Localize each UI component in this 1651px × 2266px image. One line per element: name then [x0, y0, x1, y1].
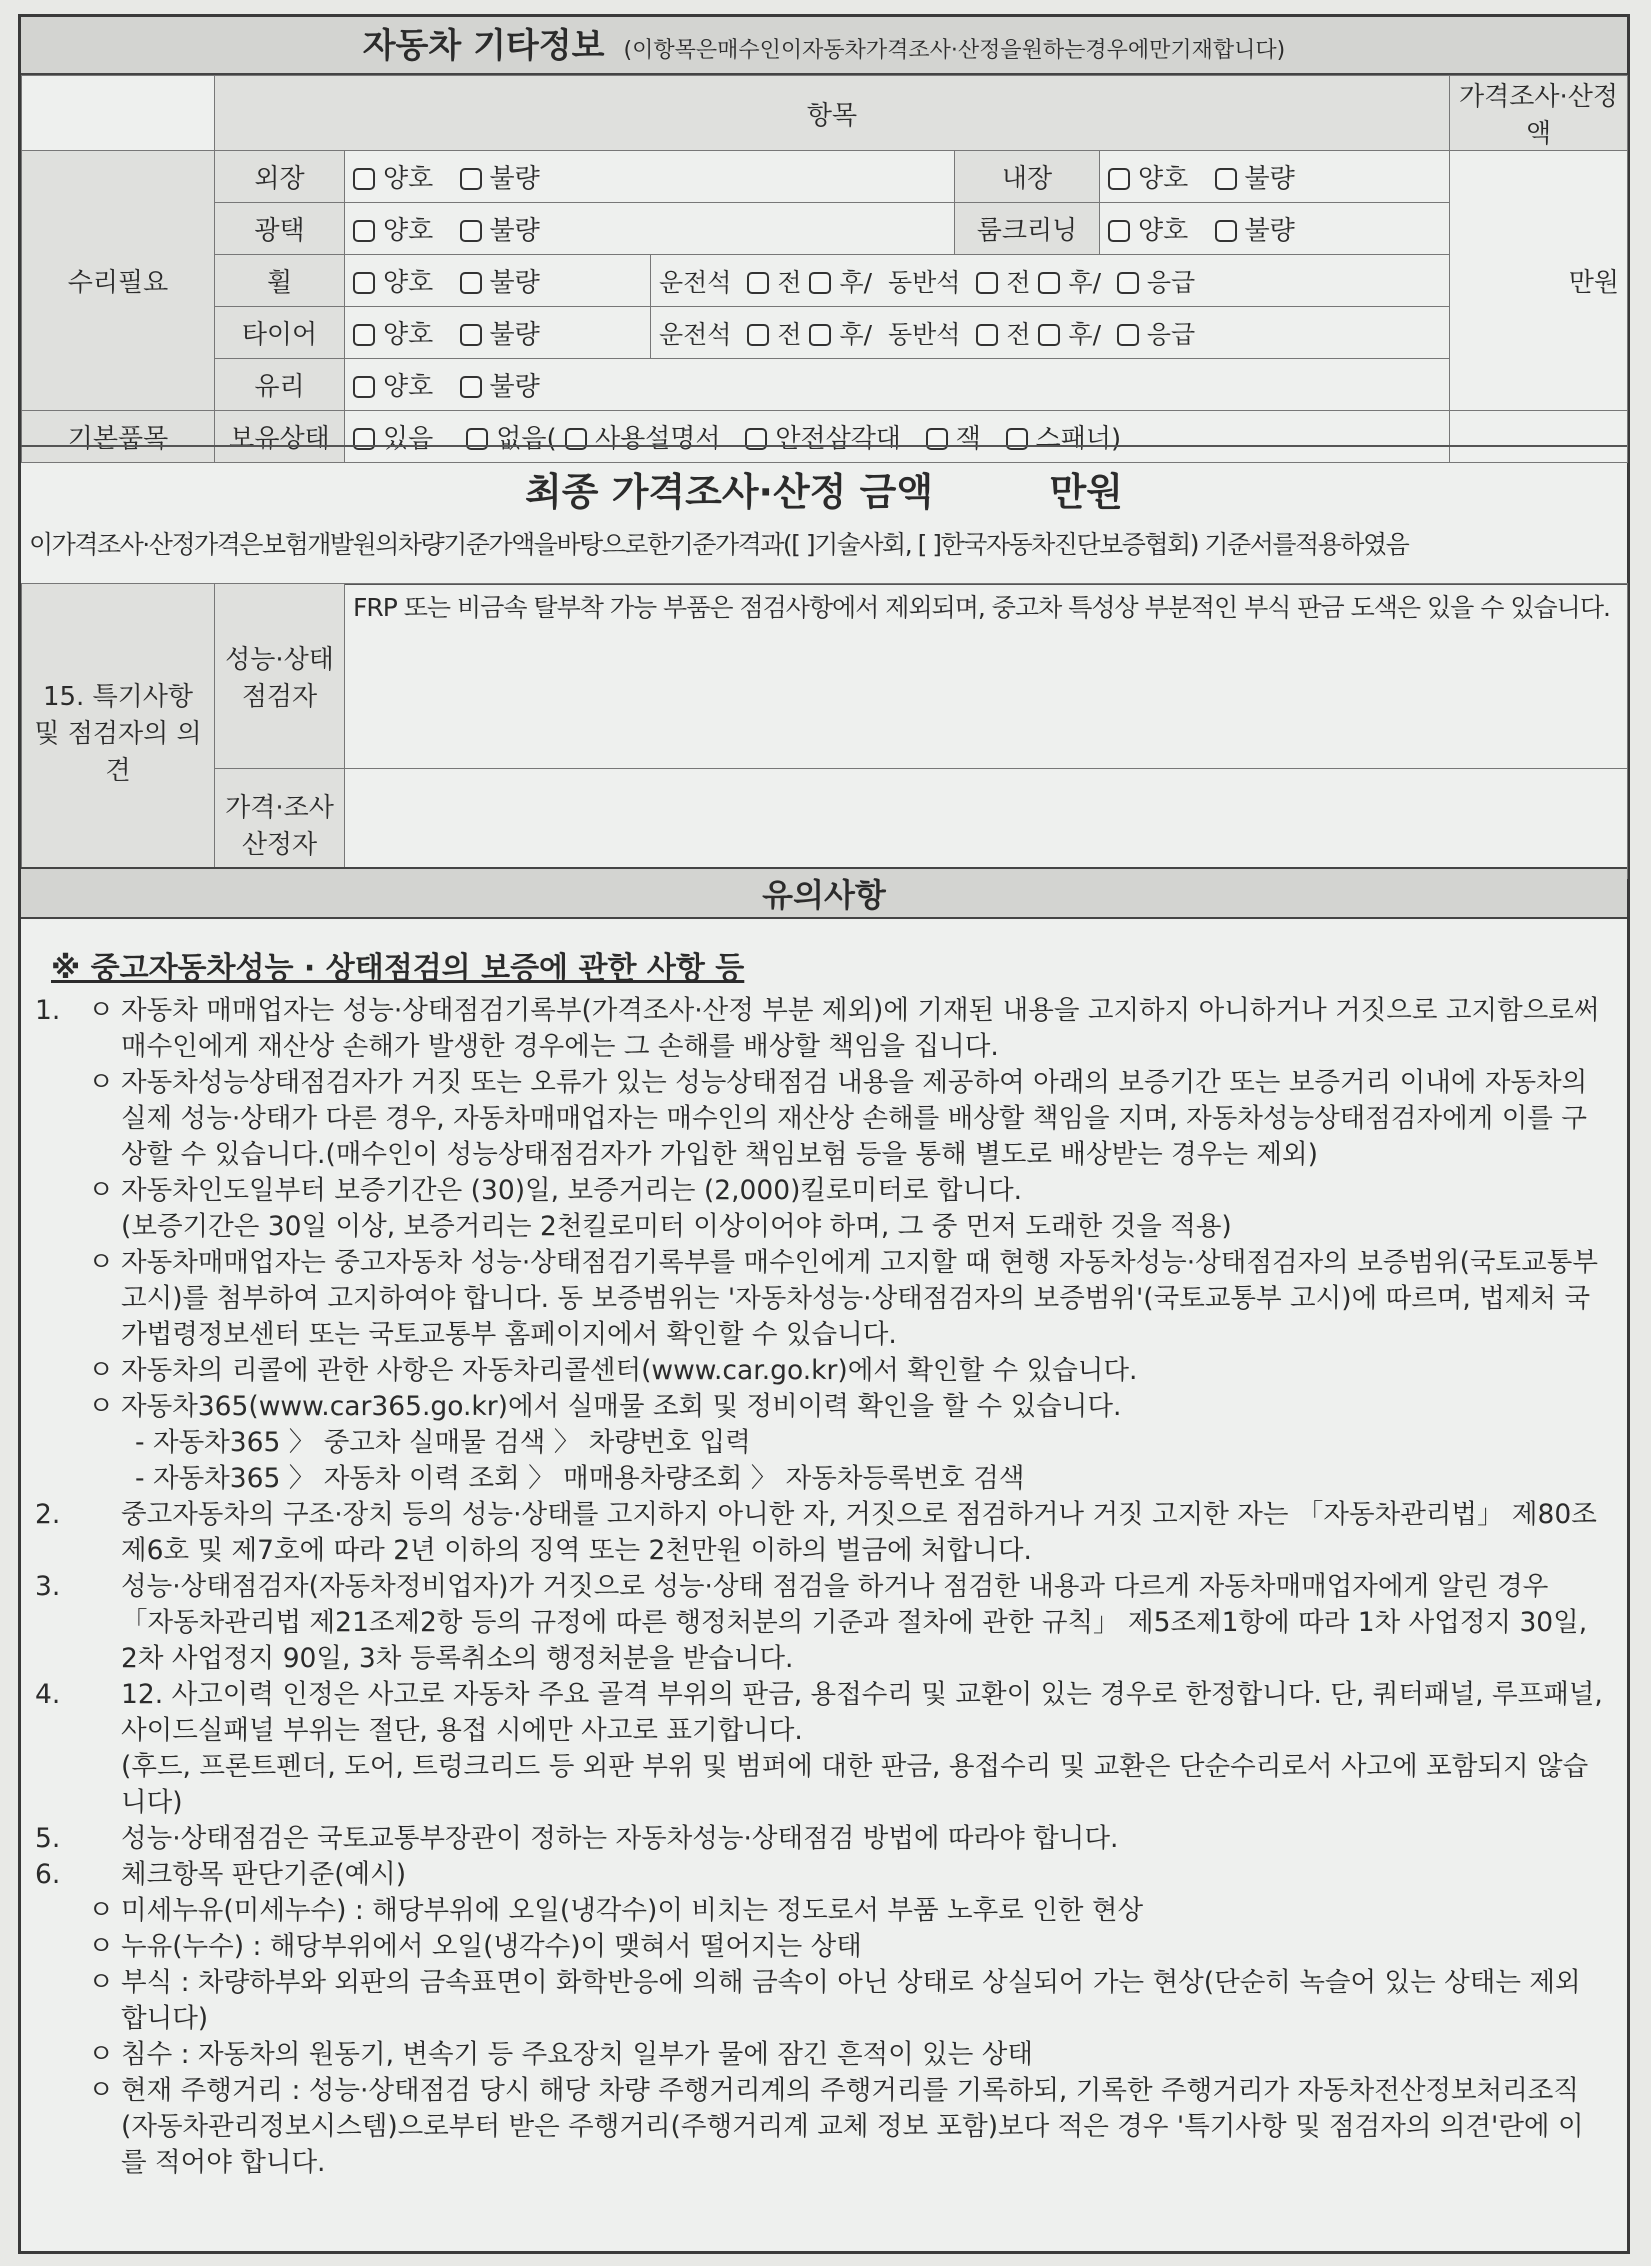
appraiser-opinion[interactable] [345, 769, 1628, 879]
tire-options: 양호 불량 [345, 307, 651, 359]
gloss-good-checkbox[interactable] [353, 220, 375, 242]
bullet-icon: ㅇ [88, 1247, 114, 1278]
notes-item [35, 1497, 1605, 1569]
notes-title: 유의사항 [762, 876, 886, 914]
wheel-driver-front-checkbox[interactable] [747, 272, 769, 294]
notes-item-number [35, 1965, 81, 2037]
final-price-section [21, 445, 1627, 585]
gloss-options: 양호 불량 [345, 203, 955, 255]
exterior-options: 양호 불량 [345, 151, 955, 203]
notes-item-number: 1. [35, 995, 61, 1026]
gloss-label: 광택 [215, 203, 345, 255]
notes-item [35, 1389, 1605, 1425]
item-header: 항목 [215, 76, 1450, 151]
notes-item-text: 미세누유(미세누수) : 해당부위에 오일(냉각수)이 비치는 정도로서 부품 노후로 인한 현상 [121, 1895, 1144, 1926]
notes-item-number [35, 1425, 81, 1461]
wheel-passenger-rear-checkbox[interactable] [1038, 272, 1060, 294]
notes-item-number: 3. [35, 1571, 61, 1602]
bullet-icon [81, 1425, 121, 1461]
notes-item-number [35, 1929, 81, 1965]
notes-item [35, 1065, 1605, 1173]
glass-bad-checkbox[interactable] [460, 376, 482, 398]
tire-label: 타이어 [215, 307, 345, 359]
bullet-icon: ㅇ [88, 1895, 114, 1926]
notes-item-text: 자동차매매업자는 중고자동차 성능·상태점검기록부를 매수인에게 고지할 때 현행 자동차성능·상태점검자의 보증범위(국토교통부 고시)를 첨부하여 고지하여야 합니다. 동 보증범위는 '자동차성능·상태점검자의 보증범위'(국토교통부 고시)에 따르며, 법제처 국가법령정보센터 또는 국토교통부 홈페이지에서 확인할 수 있습니다. [121, 1247, 1598, 1350]
bullet-icon [81, 1209, 121, 1245]
bullet-icon [81, 1677, 121, 1749]
price-header: 가격조사·산정액 [1450, 76, 1628, 151]
wheel-label: 휠 [215, 255, 345, 307]
wheel-driver-rear-checkbox[interactable] [809, 272, 831, 294]
interior-bad-checkbox[interactable] [1215, 168, 1237, 190]
notes-item-number [35, 1173, 81, 1209]
wheel-positions: 운전석 전 후/ 동반석 전 후/ 응급 [651, 255, 1450, 307]
bullet-icon: ㅇ [88, 1355, 114, 1386]
notes-item-number [35, 1389, 81, 1425]
notes-item-text: 12. 사고이력 인정은 사고로 자동차 주요 골격 부위의 판금, 용접수리 및 교환이 있는 경우로 한정합니다. 단, 쿼터패널, 루프패널, 사이드실패널 부위는 절단, 용접 시에만 사고로 표기합니다. [121, 1679, 1603, 1746]
notes-item-number: 4. [35, 1679, 61, 1710]
exterior-label: 외장 [215, 151, 345, 203]
notes-item-number [35, 1209, 81, 1245]
notes-item [35, 1425, 1605, 1461]
bullet-icon [81, 1461, 121, 1497]
notes-heading: ※ 중고자동차성능 · 상태점검의 보증에 관한 사항 등 [51, 951, 745, 986]
inspection-form-page [18, 14, 1630, 2254]
notes-item-number [35, 1749, 81, 1821]
notes-item-text: 누유(누수) : 해당부위에서 오일(냉각수)이 맺혀서 떨어지는 상태 [121, 1931, 862, 1962]
notes-item-number: 5. [35, 1823, 61, 1854]
notes-item [35, 2037, 1605, 2073]
repair-needed-label: 수리필요 [22, 151, 215, 411]
bullet-icon: ㅇ [88, 1967, 114, 1998]
price-unit: 만원 [1568, 268, 1620, 298]
bullet-icon: ㅇ [88, 1175, 114, 1206]
notes-item [35, 1245, 1605, 1353]
bullet-icon: ㅇ [88, 1931, 114, 1962]
notes-item-text: 자동차인도일부터 보증기간은 (30)일, 보증거리는 (2,000)킬로미터로 합니다. [121, 1175, 1023, 1206]
notes-item-number [35, 1893, 81, 1929]
glass-good-checkbox[interactable] [353, 376, 375, 398]
tire-bad-checkbox[interactable] [460, 324, 482, 346]
interior-good-checkbox[interactable] [1108, 168, 1130, 190]
notes-list [35, 993, 1605, 2181]
notes-item-number [35, 2037, 81, 2073]
room-cleaning-good-checkbox[interactable] [1108, 220, 1130, 242]
tire-driver-front-checkbox[interactable] [747, 324, 769, 346]
exterior-good-checkbox[interactable] [353, 168, 375, 190]
glass-options: 양호 불량 [345, 359, 1450, 411]
notes-item-text: 침수 : 자동차의 원동기, 변속기 등 주요장치 일부가 물에 잠긴 흔적이 있는 상태 [121, 2039, 1034, 2070]
bullet-icon [81, 1569, 121, 1677]
notes-item-text: 중고자동차의 구조·장치 등의 성능·상태를 고지하지 아니한 자, 거짓으로 점검하거나 거짓 고지한 자는 「자동차관리법」 제80조제6호 및 제7호에 따라 2년 이하의 징역 또는 2천만원 이하의 벌금에 처합니다. [121, 1499, 1597, 1566]
gloss-bad-checkbox[interactable] [460, 220, 482, 242]
room-cleaning-options: 양호 불량 [1100, 203, 1450, 255]
tire-positions: 운전석 전 후/ 동반석 전 후/ 응급 [651, 307, 1450, 359]
wheel-bad-checkbox[interactable] [460, 272, 482, 294]
notes-item [35, 1821, 1605, 1857]
notes-header [21, 867, 1627, 919]
possession-options: 있음 없음( 사용설명서 안전삼각대 잭 스패너) [345, 411, 1450, 463]
notes-item-text: (후드, 프론트펜더, 도어, 트렁크리드 등 외판 부위 및 범퍼에 대한 판금, 용접수리 및 교환은 단순수리로서 사고에 포함되지 않습니다) [121, 1751, 1589, 1818]
final-price-basis: 이가격조사·산정가격은보험개발원의차량기준가액을바탕으로한기준가격과([ ]기술사회, [ ]한국자동차진단보증협회) 기준서를적용하였음 [29, 530, 1409, 559]
tire-driver-rear-checkbox[interactable] [809, 324, 831, 346]
wheel-passenger-front-checkbox[interactable] [976, 272, 998, 294]
bullet-icon: ㅇ [88, 2075, 114, 2106]
notes-item [35, 2073, 1605, 2181]
notes-item [35, 993, 1605, 1065]
interior-label: 내장 [955, 151, 1100, 203]
notes-item [35, 1209, 1605, 1245]
inspector-label: 성능·상태 점검자 [215, 584, 345, 769]
notes-item [35, 1569, 1605, 1677]
bullet-icon: ㅇ [88, 1391, 114, 1422]
other-info-table [21, 75, 1628, 463]
notes-item-number [35, 1245, 81, 1353]
room-cleaning-bad-checkbox[interactable] [1215, 220, 1237, 242]
interior-options: 양호 불량 [1100, 151, 1450, 203]
special-notes-label: 15. 특기사항 및 점검자의 의견 [22, 584, 215, 879]
notes-item [35, 1461, 1605, 1497]
notes-item-number [35, 2073, 81, 2181]
bullet-icon [81, 1821, 121, 1857]
notes-item-text: 성능·상태점검자(자동차정비업자)가 거짓으로 성능·상태 점검을 하거나 점검한 내용과 다르게 자동차매매업자에게 알린 경우 「자동차관리법 제21조제2항 등의 규정에 따른 행정처분의 기준과 절차에 관한 규칙」 제5조제1항에 따라 1차 사업정지 30일, 2차 사업정지 90일, 3차 등록취소의 행정처분을 받습니다. [121, 1571, 1588, 1674]
final-price-unit: 만원 [1049, 470, 1123, 514]
glass-label: 유리 [215, 359, 345, 411]
notes-item [35, 1749, 1605, 1821]
wheel-emergency-checkbox[interactable] [1117, 272, 1139, 294]
other-info-header [21, 17, 1627, 75]
price-amount-cell[interactable] [1450, 151, 1628, 411]
appraiser-label: 가격·조사 산정자 [215, 769, 345, 879]
possession-label: 보유상태 [215, 411, 345, 463]
notes-item [35, 1173, 1605, 1209]
tire-passenger-rear-checkbox[interactable] [1038, 324, 1060, 346]
notes-item [35, 1857, 1605, 1893]
notes-item [35, 1677, 1605, 1749]
inspector-opinion[interactable]: FRP 또는 비금속 탈부착 가능 부품은 점검사항에서 제외되며, 중고차 특성상 부분적인 부식 판금 도색은 있을 수 있습니다. [345, 584, 1628, 769]
notes-item-number: 6. [35, 1859, 61, 1890]
tire-emergency-checkbox[interactable] [1117, 324, 1139, 346]
notes-item-text: 자동차 매매업자는 성능·상태점검기록부(가격조사·산정 부분 제외)에 기재된 내용을 고지하지 아니하거나 거짓으로 고지함으로써 매수인에게 재산상 손해가 발생한 경우에는 그 손해를 배상할 책임을 집니다. [121, 995, 1600, 1062]
bullet-icon: ㅇ [88, 2039, 114, 2070]
notes-item [35, 1929, 1605, 1965]
notes-item [35, 1893, 1605, 1929]
tire-passenger-front-checkbox[interactable] [976, 324, 998, 346]
exterior-bad-checkbox[interactable] [460, 168, 482, 190]
wheel-options: 양호 불량 [345, 255, 651, 307]
notes-item-text: 부식 : 차량하부와 외판의 금속표면이 화학반응에 의해 금속이 아닌 상태로 상실되어 가는 현상(단순히 녹슬어 있는 상태는 제외합니다) [121, 1967, 1581, 2034]
wheel-good-checkbox[interactable] [353, 272, 375, 294]
notes-item-text: 현재 주행거리 : 성능·상태점검 당시 해당 차량 주행거리계의 주행거리를 기록하되, 기록한 주행거리가 자동차전산정보처리조직(자동차관리정보시스템)으로부터 받은 주행거리(주행거리계 교체 정보 포함)보다 적은 경우 '특기사항 및 점검자의 의견'란에 이를 적어야 합니다. [121, 2075, 1584, 2178]
notes-item-text: 자동차성능상태점검자가 거짓 또는 오류가 있는 성능상태점검 내용을 제공하여 아래의 보증기간 또는 보증거리 이내에 자동차의 실제 성능·상태가 다른 경우, 자동차매매업자는 매수인의 재산상 손해를 배상할 책임을 지며, 자동차성능상태점검자에게 이를 구상할 수 있습니다.(매수인이 성능상태점검자가 가입한 책임보험 등을 통해 별도로 배상받는 경우는 제외) [121, 1067, 1588, 1170]
notes-item-text: - 자동차365 〉 중고차 실매물 검색 〉 차량번호 입력 [135, 1427, 751, 1458]
notes-item-text: - 자동차365 〉 자동차 이력 조회 〉 매매용차량조회 〉 자동차등록번호 검색 [135, 1463, 1025, 1494]
notes-item-text: 성능·상태점검은 국토교통부장관이 정하는 자동차성능·상태점검 방법에 따라야 합니다. [121, 1823, 1119, 1854]
room-cleaning-label: 룸크리닝 [955, 203, 1100, 255]
notes-item-text: 체크항목 판단기준(예시) [121, 1859, 407, 1890]
notes-item [35, 1353, 1605, 1389]
bullet-icon: ㅇ [88, 995, 114, 1026]
final-price-title: 최종 가격조사·산정 금액 [525, 470, 934, 514]
notes-item-text: 자동차365(www.car365.go.kr)에서 실매물 조회 및 정비이력 확인을 할 수 있습니다. [121, 1391, 1122, 1422]
other-info-title: 자동차 기타정보 [362, 26, 605, 66]
final-price-line [21, 461, 1627, 516]
notes-item-text: (보증기간은 30일 이상, 보증거리는 2천킬로미터 이상이어야 하며, 그 중 먼저 도래한 것을 적용) [121, 1211, 1232, 1242]
notes-item-number [35, 1065, 81, 1173]
notes-item-number [35, 1353, 81, 1389]
notes-item-number [35, 1461, 81, 1497]
tire-good-checkbox[interactable] [353, 324, 375, 346]
bullet-icon [81, 1749, 121, 1821]
bullet-icon: ㅇ [88, 1067, 114, 1098]
other-info-subtitle: (이항목은매수인이자동차가격조사·산정을원하는경우에만기재합니다) [623, 38, 1286, 63]
notes-item-number: 2. [35, 1499, 61, 1530]
opinion-table [21, 583, 1628, 879]
bullet-icon [81, 1857, 121, 1893]
notes-item [35, 1965, 1605, 2037]
notes-item-text: 자동차의 리콜에 관한 사항은 자동차리콜센터(www.car.go.kr)에서 확인할 수 있습니다. [121, 1355, 1138, 1386]
basic-items-label: 기본품목 [22, 411, 215, 463]
bullet-icon [81, 1497, 121, 1569]
